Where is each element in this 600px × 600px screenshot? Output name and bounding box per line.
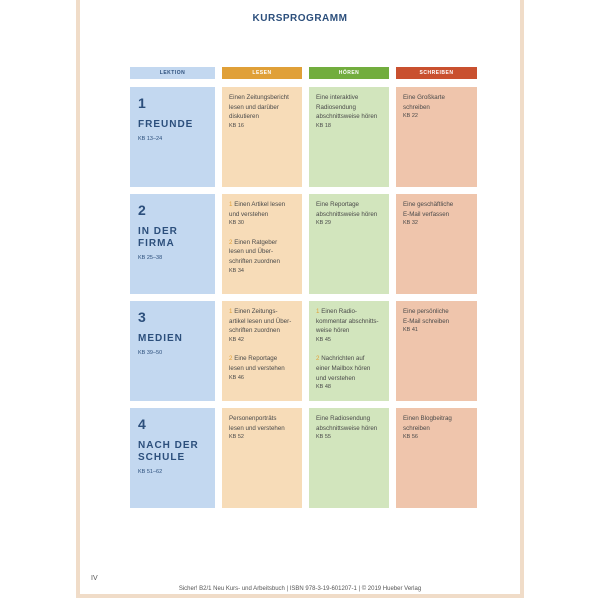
unit-cell [130, 194, 215, 294]
lesen-cell [222, 87, 302, 187]
unit-name: MEDIEN [138, 333, 183, 344]
activity-number: 1 [316, 308, 320, 315]
unit-number: 4 [138, 416, 146, 432]
activity-kb-ref: KB 29 [316, 220, 331, 227]
activity-kb-ref: KB 16 [229, 122, 244, 129]
activity-entry [316, 414, 382, 443]
unit-number: 1 [138, 95, 146, 111]
activity-text: Eine Großkarte schreiben [403, 94, 445, 111]
activity-entry [229, 354, 295, 383]
activity-entry [403, 93, 470, 122]
activity-entry [403, 414, 470, 443]
activity-kb-ref: KB 32 [403, 220, 418, 227]
schreiben-cell [396, 408, 477, 508]
unit-kb-range: KB 25–38 [138, 255, 163, 261]
activity-kb-ref: KB 41 [403, 327, 418, 334]
schreiben-cell [396, 301, 477, 401]
activity-text: Einen Zeitungs- artikel lesen und Über- schriften zuordnen [229, 308, 292, 335]
unit-name: IN DER FIRMA [138, 226, 178, 249]
header-lektion: LEKTION [130, 67, 215, 79]
activity-text: Eine geschäftliche E-Mail verfassen [403, 201, 454, 218]
unit-cell [130, 408, 215, 508]
activity-number: 2 [229, 355, 233, 363]
unit-kb-range: KB 13–24 [138, 136, 163, 142]
activity-entry [403, 200, 470, 229]
hoeren-cell [309, 408, 389, 508]
activity-kb-ref: KB 34 [229, 267, 244, 274]
activity-number: 2 [229, 238, 233, 246]
activity-entry [316, 307, 382, 345]
activity-number: 2 [316, 355, 320, 363]
activity-text: Eine Radiosendung abschnittsweise hören [316, 415, 378, 432]
activity-text: Eine Reportage abschnittsweise hören [316, 201, 378, 218]
activity-entry [229, 414, 295, 443]
page-number: IV [91, 575, 98, 582]
schreiben-cell [396, 87, 477, 187]
activity-text: Nachrichten auf einer Mailbox hören und verstehen [316, 355, 371, 382]
lesen-cell [222, 301, 302, 401]
activity-kb-ref: KB 22 [403, 113, 418, 120]
activity-kb-ref: KB 52 [229, 434, 244, 441]
unit-kb-range: KB 51–62 [138, 469, 163, 475]
header-schreiben: SCHREIBEN [396, 67, 477, 79]
activity-text: Personenporträts lesen und verstehen [229, 415, 285, 432]
activity-text: Einen Zeitungsbericht lesen und darüber diskutieren [229, 94, 289, 121]
activity-text: Einen Radio- kommentar abschnitts- weise hören [316, 308, 379, 335]
unit-name: NACH DER SCHULE [138, 440, 199, 463]
activity-kb-ref: KB 30 [229, 220, 244, 227]
schreiben-cell [396, 194, 477, 294]
lesen-cell [222, 408, 302, 508]
activity-entry [316, 200, 382, 229]
activity-text: Eine persönliche E-Mail schreiben [403, 308, 450, 325]
activity-kb-ref: KB 46 [229, 374, 244, 381]
unit-number: 3 [138, 309, 146, 325]
footer-text: Sicher! B2/1 Neu Kurs- und Arbeitsbuch | ISBN 978-3-19-601207-1 | © 2019 Hueber Verlag [178, 586, 422, 592]
unit-cell [130, 301, 215, 401]
header-lesen: LESEN [222, 67, 302, 79]
activity-text: Eine Reportage lesen und verstehen [229, 355, 285, 372]
activity-entry [229, 93, 295, 131]
unit-cell [130, 87, 215, 187]
unit-kb-range: KB 39–50 [138, 350, 163, 356]
activity-kb-ref: KB 45 [316, 336, 331, 343]
activity-kb-ref: KB 18 [316, 122, 331, 129]
unit-name: FREUNDE [138, 119, 194, 130]
lesen-cell [222, 194, 302, 294]
hoeren-cell [309, 194, 389, 294]
page-title: KURSPROGRAMM [252, 13, 348, 24]
activity-text: Eine interaktive Radiosendung abschnittsweise hören [316, 94, 378, 121]
hoeren-cell [309, 87, 389, 187]
activity-text: Einen Blogbeitrag schreiben [403, 415, 452, 432]
activity-entry [229, 307, 295, 345]
activity-entry [403, 307, 470, 336]
activity-entry [229, 238, 295, 276]
activity-text: Einen Artikel lesen und verstehen [229, 201, 286, 218]
header-hoeren: HÖREN [309, 67, 389, 79]
activity-text: Einen Ratgeber lesen und Über- schriften zuordnen [229, 238, 280, 265]
activity-entry [316, 93, 382, 131]
hoeren-cell [309, 301, 389, 401]
activity-entry [316, 354, 382, 392]
activity-entry [229, 200, 295, 229]
activity-kb-ref: KB 42 [229, 336, 244, 343]
activity-kb-ref: KB 55 [316, 434, 331, 441]
activity-number: 1 [229, 201, 233, 208]
book-page [76, 0, 524, 598]
activity-kb-ref: KB 56 [403, 434, 418, 441]
activity-number: 1 [229, 308, 233, 315]
activity-kb-ref: KB 48 [316, 384, 331, 391]
unit-number: 2 [138, 202, 146, 218]
